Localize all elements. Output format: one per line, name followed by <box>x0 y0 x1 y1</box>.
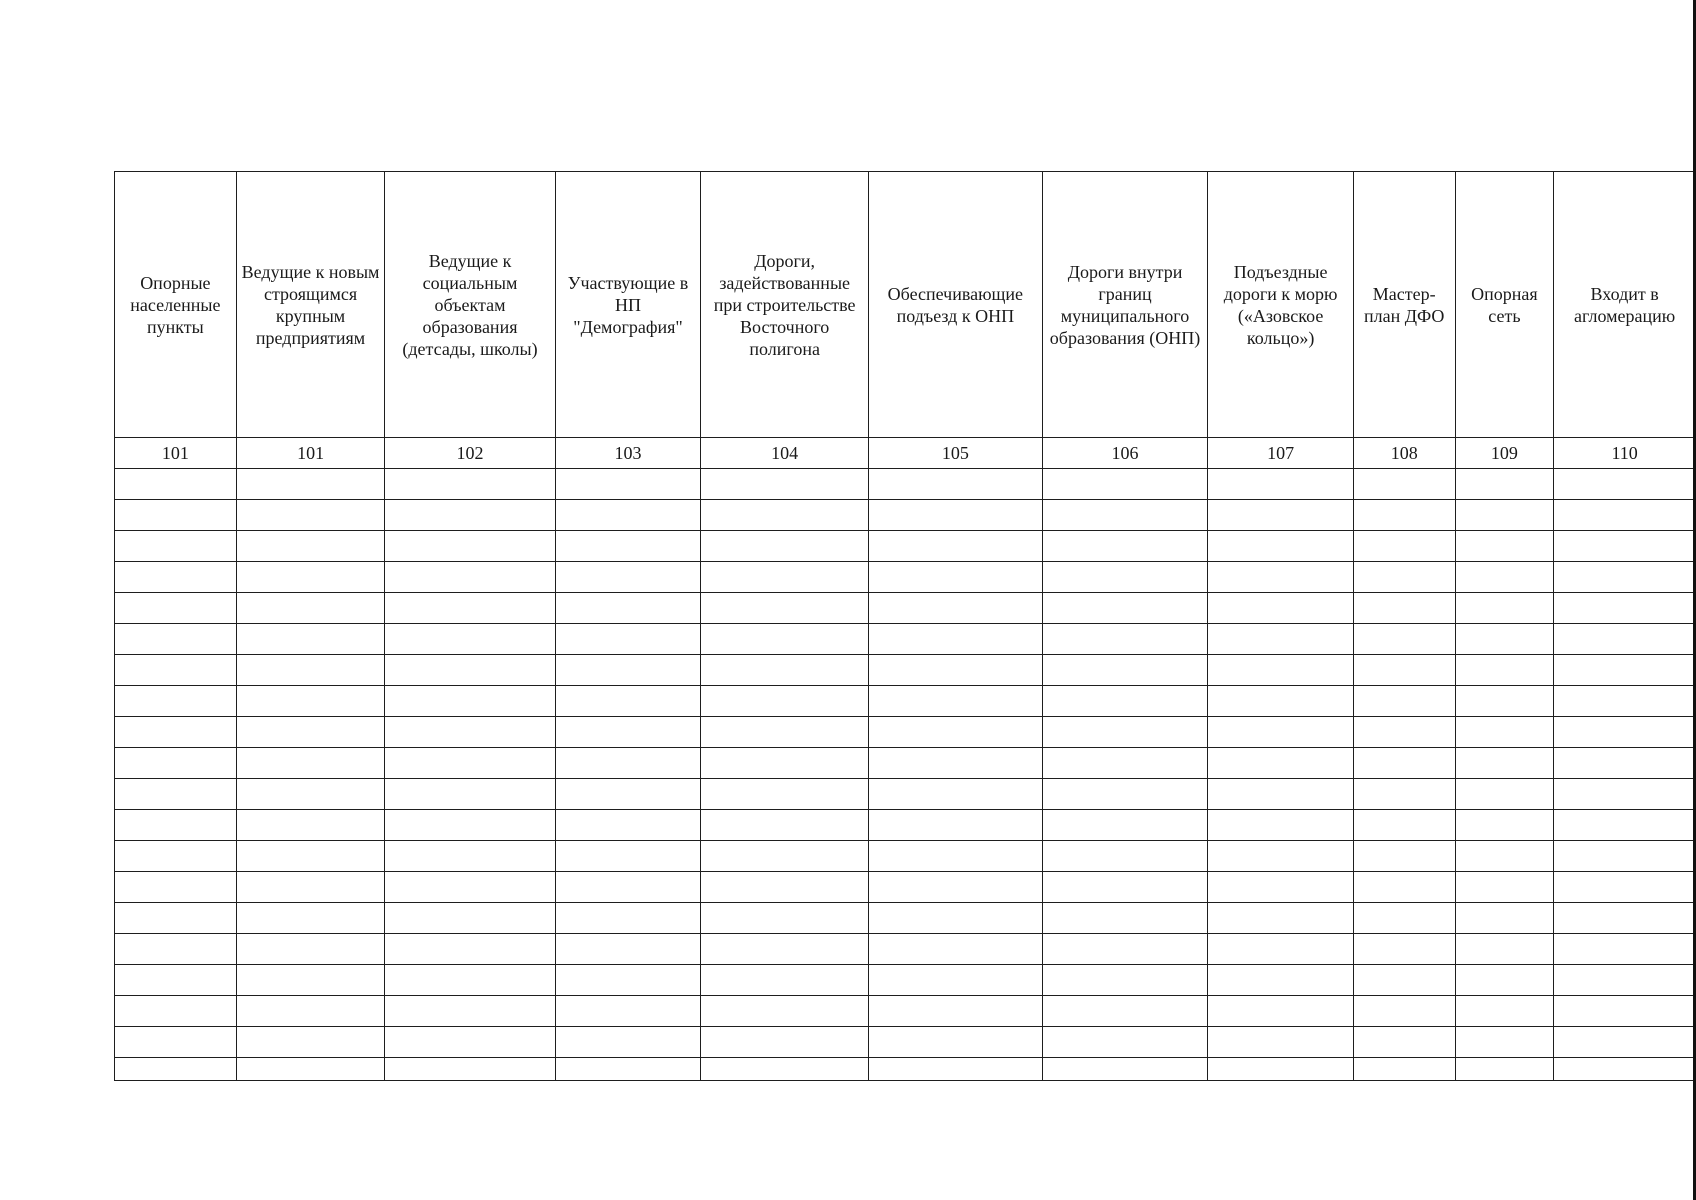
table-cell <box>115 562 237 593</box>
column-code: 103 <box>555 438 701 469</box>
table-cell <box>115 531 237 562</box>
table-cell <box>236 593 385 624</box>
table-cell <box>869 779 1043 810</box>
table-cell <box>236 748 385 779</box>
table-cell <box>1554 717 1696 748</box>
table-cell <box>385 779 555 810</box>
table-cell <box>701 748 869 779</box>
table-cell <box>385 593 555 624</box>
table-cell <box>1455 996 1554 1027</box>
table-cell <box>385 655 555 686</box>
column-code-row <box>115 438 1696 469</box>
column-header: Обеспечивающие подъезд к ОНП <box>869 172 1043 438</box>
table-cell <box>115 1058 237 1081</box>
table-cell <box>385 934 555 965</box>
table-cell <box>1208 1058 1354 1081</box>
table-cell <box>1353 965 1455 996</box>
table-cell <box>1208 810 1354 841</box>
table-cell <box>701 872 869 903</box>
table-cell <box>385 965 555 996</box>
column-header: Участвующие в НП "Демография" <box>555 172 701 438</box>
table-cell <box>701 500 869 531</box>
table-cell <box>1353 1058 1455 1081</box>
column-header: Опорная сеть <box>1455 172 1554 438</box>
table-cell <box>869 841 1043 872</box>
table-cell <box>869 531 1043 562</box>
table-cell <box>1042 748 1208 779</box>
table-cell <box>701 686 869 717</box>
table-cell <box>115 779 237 810</box>
table-cell <box>1208 996 1354 1027</box>
table-cell <box>869 965 1043 996</box>
table-row <box>115 748 1696 779</box>
table-cell <box>555 872 701 903</box>
table-cell <box>1554 1027 1696 1058</box>
table-cell <box>1554 748 1696 779</box>
table-cell <box>869 562 1043 593</box>
table-cell <box>869 872 1043 903</box>
table-cell <box>1554 779 1696 810</box>
table-cell <box>1042 624 1208 655</box>
table-cell <box>1455 779 1554 810</box>
table-cell <box>385 717 555 748</box>
table-cell <box>555 469 701 500</box>
table-cell <box>1042 593 1208 624</box>
table-cell <box>115 841 237 872</box>
column-code: 101 <box>115 438 237 469</box>
table-cell <box>1042 903 1208 934</box>
table-cell <box>555 1058 701 1081</box>
table-cell <box>555 593 701 624</box>
table-cell <box>1455 903 1554 934</box>
table-cell <box>701 779 869 810</box>
table-cell <box>1042 996 1208 1027</box>
column-code: 104 <box>701 438 869 469</box>
table-cell <box>236 469 385 500</box>
table-cell <box>1554 469 1696 500</box>
table-cell <box>1208 1027 1354 1058</box>
table-cell <box>1353 469 1455 500</box>
table-cell <box>1554 500 1696 531</box>
table-cell <box>1455 624 1554 655</box>
table-cell <box>555 531 701 562</box>
table-cell <box>385 624 555 655</box>
table-cell <box>1353 562 1455 593</box>
table-row <box>115 624 1696 655</box>
table-cell <box>701 1027 869 1058</box>
table-cell <box>115 1027 237 1058</box>
table-row <box>115 779 1696 810</box>
table-cell <box>115 717 237 748</box>
table-cell <box>1455 717 1554 748</box>
column-header: Дороги, задействованные при строительстве Восточного полигона <box>701 172 869 438</box>
table-cell <box>1554 1058 1696 1081</box>
table-cell <box>1353 996 1455 1027</box>
table-cell <box>869 810 1043 841</box>
table-cell <box>236 1058 385 1081</box>
table-cell <box>1353 624 1455 655</box>
table-cell <box>1455 655 1554 686</box>
table-row <box>115 531 1696 562</box>
table-cell <box>1554 934 1696 965</box>
table-row <box>115 841 1696 872</box>
table-cell <box>1042 469 1208 500</box>
table-cell <box>385 748 555 779</box>
table-cell <box>701 965 869 996</box>
table-cell <box>1554 810 1696 841</box>
table-cell <box>1042 841 1208 872</box>
table-cell <box>115 934 237 965</box>
table-cell <box>385 996 555 1027</box>
column-code: 108 <box>1353 438 1455 469</box>
table-cell <box>555 965 701 996</box>
table-cell <box>1042 872 1208 903</box>
table-cell <box>1208 469 1354 500</box>
table-cell <box>555 934 701 965</box>
table-cell <box>701 593 869 624</box>
table-cell <box>1042 655 1208 686</box>
table-cell <box>385 531 555 562</box>
table-row <box>115 686 1696 717</box>
column-header: Дороги внутри границ муниципального образования (ОНП) <box>1042 172 1208 438</box>
table-row <box>115 996 1696 1027</box>
table-cell <box>1042 779 1208 810</box>
table-cell <box>236 841 385 872</box>
table-cell <box>1455 1058 1554 1081</box>
table-cell <box>1554 996 1696 1027</box>
table-cell <box>1353 655 1455 686</box>
table-cell <box>1042 1027 1208 1058</box>
table-cell <box>1208 562 1354 593</box>
table-cell <box>1353 717 1455 748</box>
table-cell <box>1455 686 1554 717</box>
table-cell <box>1208 624 1354 655</box>
table-cell <box>1353 686 1455 717</box>
table-cell <box>1208 748 1354 779</box>
table-cell <box>1353 593 1455 624</box>
table-cell <box>1455 469 1554 500</box>
table-cell <box>555 1027 701 1058</box>
table-cell <box>869 934 1043 965</box>
table-cell <box>1208 686 1354 717</box>
table-cell <box>1554 841 1696 872</box>
table-cell <box>555 562 701 593</box>
table-cell <box>115 469 237 500</box>
table-cell <box>1208 593 1354 624</box>
table-cell <box>1208 717 1354 748</box>
table-cell <box>1208 841 1354 872</box>
table-row <box>115 965 1696 996</box>
table-row <box>115 1058 1696 1081</box>
table-cell <box>869 996 1043 1027</box>
column-code: 107 <box>1208 438 1354 469</box>
table-cell <box>555 903 701 934</box>
table-cell <box>555 779 701 810</box>
table-cell <box>1455 500 1554 531</box>
table-cell <box>115 748 237 779</box>
table-cell <box>385 810 555 841</box>
table-cell <box>555 686 701 717</box>
table-header-row <box>115 172 1696 438</box>
table-cell <box>1554 562 1696 593</box>
table-cell <box>236 996 385 1027</box>
table-cell <box>869 655 1043 686</box>
table-cell <box>385 872 555 903</box>
table-cell <box>869 593 1043 624</box>
table-row <box>115 1027 1696 1058</box>
table-cell <box>1554 531 1696 562</box>
table-cell <box>1455 531 1554 562</box>
table-cell <box>1455 841 1554 872</box>
table-cell <box>869 686 1043 717</box>
column-header: Ведущие к социальным объектам образования (детсады, школы) <box>385 172 555 438</box>
table-cell <box>555 655 701 686</box>
table-cell <box>701 996 869 1027</box>
column-code: 105 <box>869 438 1043 469</box>
table-cell <box>1353 500 1455 531</box>
table-cell <box>236 779 385 810</box>
table-cell <box>701 655 869 686</box>
table-cell <box>1554 872 1696 903</box>
table-cell <box>1208 500 1354 531</box>
table-cell <box>1455 872 1554 903</box>
table-row <box>115 655 1696 686</box>
column-code: 101 <box>236 438 385 469</box>
column-header: Опорные населенные пункты <box>115 172 237 438</box>
table-cell <box>236 934 385 965</box>
table-cell <box>555 500 701 531</box>
table-cell <box>869 469 1043 500</box>
table-cell <box>869 717 1043 748</box>
table-cell <box>385 903 555 934</box>
table-cell <box>1042 810 1208 841</box>
table-row <box>115 500 1696 531</box>
table-cell <box>1554 593 1696 624</box>
table-cell <box>1208 655 1354 686</box>
table-cell <box>385 469 555 500</box>
table-cell <box>385 686 555 717</box>
table-cell <box>555 810 701 841</box>
column-code: 110 <box>1554 438 1696 469</box>
table-row <box>115 810 1696 841</box>
table-cell <box>115 996 237 1027</box>
table-cell <box>1455 748 1554 779</box>
table-cell <box>701 841 869 872</box>
table-cell <box>1455 965 1554 996</box>
table-cell <box>1208 934 1354 965</box>
table-row <box>115 717 1696 748</box>
table-cell <box>1353 841 1455 872</box>
table-cell <box>701 624 869 655</box>
table-row <box>115 872 1696 903</box>
table-cell <box>555 996 701 1027</box>
table-cell <box>236 872 385 903</box>
table-cell <box>1042 562 1208 593</box>
table-row <box>115 934 1696 965</box>
table-cell <box>701 903 869 934</box>
column-header: Подъездные дороги к морю («Азовское кольцо») <box>1208 172 1354 438</box>
table-cell <box>1042 500 1208 531</box>
table-cell <box>236 500 385 531</box>
table-cell <box>555 717 701 748</box>
table-cell <box>1455 562 1554 593</box>
table-cell <box>1353 872 1455 903</box>
table-cell <box>236 717 385 748</box>
table-cell <box>1455 810 1554 841</box>
table-cell <box>236 562 385 593</box>
table-cell <box>115 810 237 841</box>
table-cell <box>1042 1058 1208 1081</box>
table-cell <box>1042 965 1208 996</box>
table-cell <box>385 841 555 872</box>
table-cell <box>115 965 237 996</box>
table-cell <box>701 717 869 748</box>
table-cell <box>1353 779 1455 810</box>
table-cell <box>115 655 237 686</box>
table-cell <box>1353 748 1455 779</box>
table-cell <box>869 624 1043 655</box>
table-cell <box>1353 1027 1455 1058</box>
table-cell <box>1353 934 1455 965</box>
table-row <box>115 469 1696 500</box>
table-cell <box>1455 1027 1554 1058</box>
table-cell <box>869 748 1043 779</box>
table-cell <box>701 934 869 965</box>
table-cell <box>115 500 237 531</box>
table-cell <box>115 624 237 655</box>
table-cell <box>385 500 555 531</box>
road-classification-table <box>114 171 1696 1081</box>
table-cell <box>1042 717 1208 748</box>
table-cell <box>701 469 869 500</box>
table-cell <box>701 810 869 841</box>
table-cell <box>385 1058 555 1081</box>
table-cell <box>115 903 237 934</box>
table-cell <box>869 1058 1043 1081</box>
table-cell <box>1208 965 1354 996</box>
table-cell <box>1554 965 1696 996</box>
table-cell <box>385 562 555 593</box>
table-cell <box>236 655 385 686</box>
table-cell <box>1353 810 1455 841</box>
table-cell <box>1554 903 1696 934</box>
table-row <box>115 903 1696 934</box>
table-cell <box>1554 686 1696 717</box>
table-cell <box>1353 903 1455 934</box>
table-cell <box>1042 934 1208 965</box>
table-cell <box>1455 593 1554 624</box>
table-cell <box>1042 531 1208 562</box>
table-cell <box>115 686 237 717</box>
table-cell <box>869 903 1043 934</box>
column-header: Входит в агломерацию <box>1554 172 1696 438</box>
column-code: 109 <box>1455 438 1554 469</box>
table-cell <box>385 1027 555 1058</box>
column-code: 106 <box>1042 438 1208 469</box>
table-cell <box>1353 531 1455 562</box>
table-cell <box>701 1058 869 1081</box>
table-cell <box>115 872 237 903</box>
table-cell <box>236 531 385 562</box>
table-cell <box>1455 934 1554 965</box>
table-cell <box>555 624 701 655</box>
table-cell <box>555 748 701 779</box>
table-cell <box>701 562 869 593</box>
table-cell <box>1208 872 1354 903</box>
table-cell <box>869 500 1043 531</box>
table-cell <box>236 624 385 655</box>
table-cell <box>115 593 237 624</box>
table-cell <box>1208 903 1354 934</box>
table-cell <box>1554 624 1696 655</box>
table-row <box>115 593 1696 624</box>
column-code: 102 <box>385 438 555 469</box>
table-cell <box>1042 686 1208 717</box>
table-cell <box>236 686 385 717</box>
table-body <box>115 469 1696 1081</box>
table-cell <box>236 903 385 934</box>
table-cell <box>236 810 385 841</box>
table-row <box>115 562 1696 593</box>
table-cell <box>1208 779 1354 810</box>
table-cell <box>236 1027 385 1058</box>
table-cell <box>701 531 869 562</box>
table-cell <box>1208 531 1354 562</box>
table-cell <box>236 965 385 996</box>
table-cell <box>1554 655 1696 686</box>
table-cell <box>869 1027 1043 1058</box>
column-header: Ведущие к новым строящимся крупным предприятиям <box>236 172 385 438</box>
table-cell <box>555 841 701 872</box>
column-header: Мастер-план ДФО <box>1353 172 1455 438</box>
